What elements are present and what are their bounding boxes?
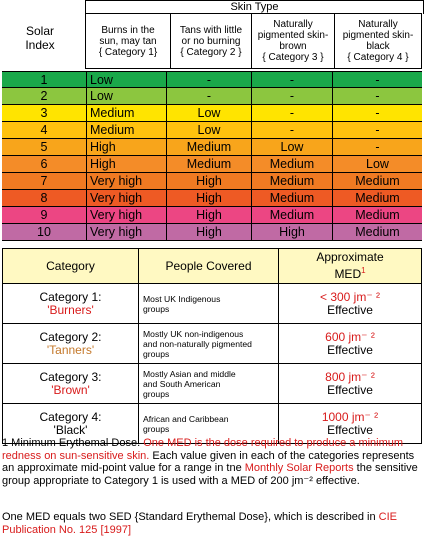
solar-index-value: 1 — [40, 73, 48, 87]
risk-cell-category-1: Medium — [86, 105, 166, 121]
risk-cell-category-1: High — [86, 156, 166, 172]
solar-index-value: 5 — [40, 140, 48, 154]
solar-index-value: 6 — [40, 157, 48, 171]
skin-category-4-header: Naturally pigmented skin- black { Category 4 } — [334, 13, 422, 69]
risk-cell-category-4: Medium — [332, 190, 422, 206]
med-category-cell: Category 2: 'Tanners' — [2, 324, 138, 364]
med-value-cell: 1000 jm⁻ ² Effective — [278, 404, 422, 444]
cie-publication-link[interactable]: CIE Publication No. 125 [1997] — [2, 511, 397, 536]
risk-cell-category-3: - — [251, 105, 332, 121]
med-people-cell: Most UK Indigenous groups — [138, 284, 278, 324]
solar-index-row — [2, 105, 422, 122]
med-people-cell: Mostly Asian and middle and South American groups — [138, 364, 278, 404]
med-value-cell: 600 jm⁻ ² Effective — [278, 324, 422, 364]
risk-cell-category-2: - — [166, 72, 251, 88]
risk-cell-category-3: Medium — [251, 156, 332, 172]
footnote-med: 1 Minimum Erythemal Dose. One MED is the dose required to produce a minimum redness on sun-sensitive skin. Each value given in each of the categories represents an approximate mid-point value for a range in tne Monthly Solar Reports the sensitive group appropriate to Category 1 is used with a MED of 200 jm⁻² effective. — [2, 437, 418, 487]
solar-index-value: 8 — [40, 191, 48, 205]
monthly-solar-reports-link[interactable]: Monthly Solar Reports — [244, 462, 354, 474]
risk-cell-category-3: Medium — [251, 173, 332, 189]
med-people-cell: African and Caribbean groups — [138, 404, 278, 444]
solar-index-value: 9 — [40, 208, 48, 222]
risk-cell-category-3: Medium — [251, 190, 332, 206]
skin-category-2-header: Tans with little or no burning { Category 2 } — [170, 13, 251, 69]
risk-cell-category-4: - — [332, 122, 422, 138]
solar-index-row — [2, 173, 422, 190]
med-value-cell: < 300 jm⁻ ² Effective — [278, 284, 422, 324]
solar-index-row — [2, 71, 422, 88]
solar-index-value: 3 — [40, 106, 48, 120]
risk-cell-category-3: - — [251, 72, 332, 88]
risk-cell-category-1: Very high — [86, 173, 166, 189]
risk-cell-category-1: Low — [86, 72, 166, 88]
risk-cell-category-4: Medium — [332, 173, 422, 189]
risk-cell-category-4: Medium — [332, 207, 422, 223]
med-header-category: Category — [2, 248, 138, 284]
med-category-cell: Category 1: 'Burners' — [2, 284, 138, 324]
med-value-cell: 800 jm⁻ ² Effective — [278, 364, 422, 404]
risk-cell-category-1: High — [86, 139, 166, 155]
footnote-sed: One MED equals two SED {Standard Erythemal Dose}, which is described in CIE Publication No. 125 [1997] — [2, 511, 397, 536]
solar-index-value: 2 — [40, 89, 48, 103]
risk-cell-category-2: - — [166, 88, 251, 104]
risk-cell-category-2: Medium — [166, 139, 251, 155]
risk-cell-category-1: Very high — [86, 224, 166, 240]
risk-cell-category-3: Low — [251, 139, 332, 155]
solar-index-header: Solar Index — [25, 24, 55, 52]
solar-index-row — [2, 139, 422, 156]
risk-cell-category-2: Low — [166, 105, 251, 121]
skin-category-1-header: Burns in the sun, may tan { Category 1} — [85, 13, 170, 69]
risk-cell-category-2: High — [166, 190, 251, 206]
risk-cell-category-4: - — [332, 72, 422, 88]
risk-cell-category-4: Low — [332, 156, 422, 172]
risk-cell-category-1: Very high — [86, 190, 166, 206]
skin-category-3-header: Naturally pigmented skin- brown { Category 3 } — [251, 13, 334, 69]
risk-cell-category-4: Medium — [332, 224, 422, 240]
solar-index-row — [2, 207, 422, 224]
med-people-cell: Mostly UK non-indigenous and non-naturally pigmented groups — [138, 324, 278, 364]
risk-cell-category-3: High — [251, 224, 332, 240]
risk-cell-category-4: - — [332, 88, 422, 104]
risk-cell-category-2: High — [166, 224, 251, 240]
solar-index-value: 10 — [37, 225, 51, 239]
risk-cell-category-4: - — [332, 139, 422, 155]
solar-index-row — [2, 224, 422, 241]
med-row — [2, 364, 422, 404]
risk-cell-category-2: Medium — [166, 156, 251, 172]
solar-index-value: 4 — [40, 123, 48, 137]
risk-cell-category-1: Low — [86, 88, 166, 104]
skin-type-header: Skin Type — [85, 0, 424, 14]
risk-cell-category-3: - — [251, 122, 332, 138]
solar-index-row — [2, 190, 422, 207]
risk-cell-category-2: High — [166, 207, 251, 223]
med-row — [2, 284, 422, 324]
risk-cell-category-2: High — [166, 173, 251, 189]
risk-cell-category-3: Medium — [251, 207, 332, 223]
med-definition: One MED is the dose required to produce a minimum redness on sun-sensitive skin. — [2, 437, 404, 462]
solar-index-row — [2, 88, 422, 105]
med-category-cell: Category 3: 'Brown' — [2, 364, 138, 404]
med-header-approx-med: Approximate MED$^1$ — [278, 248, 422, 284]
risk-cell-category-4: - — [332, 105, 422, 121]
risk-cell-category-1: Medium — [86, 122, 166, 138]
risk-cell-category-1: Very high — [86, 207, 166, 223]
risk-cell-category-2: Low — [166, 122, 251, 138]
med-category-cell: Category 4: 'Black' — [2, 404, 138, 444]
med-header-people: People Covered — [138, 248, 278, 284]
solar-index-row — [2, 122, 422, 139]
risk-cell-category-3: - — [251, 88, 332, 104]
solar-index-value: 7 — [40, 174, 48, 188]
solar-index-row — [2, 156, 422, 173]
med-row — [2, 324, 422, 364]
